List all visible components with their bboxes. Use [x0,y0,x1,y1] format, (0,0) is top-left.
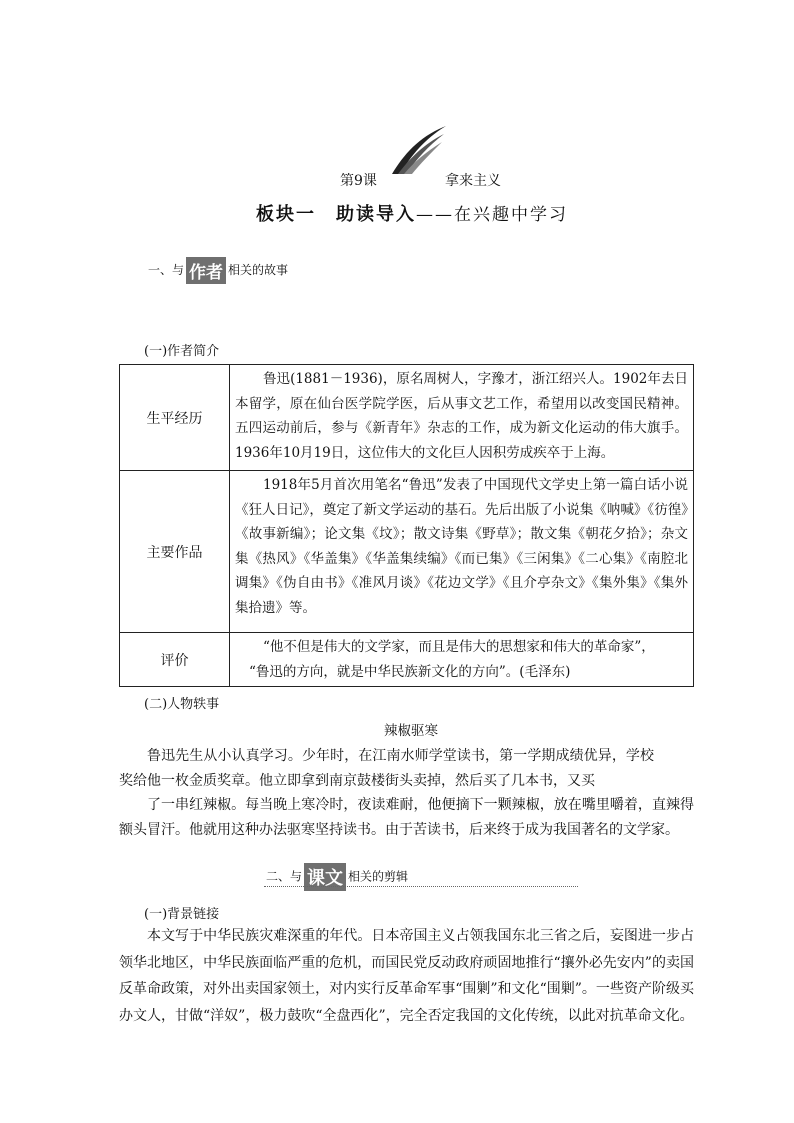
row-label: 主要作品 [120,471,230,633]
lesson-number: 第9课 [340,173,377,189]
section-suffix: 相关的故事 [228,263,289,277]
table-row [120,633,694,687]
row-content: 1918年5月首次用笔名“鲁迅”发表了中国现代文学史上第一篇白话小说《狂人日记》，奠定了新文学运动的基石。先后出版了小说集《呐喊》《彷徨》《故事新编》；论文集《坟》；散文诗集《野草》；散文集《朝花夕拾》；杂文集《热风》《华盖集》《华盖集续编》《而已集》《三闲集》《二心集》《南腔北调集》《伪自由书》《准风月谈》《花边文学》《且介亭杂文》《集外集》《集外集拾遗》等。 [230,471,694,633]
block-title-sub: ——在兴趣中学习 [416,205,568,225]
background-heading: (一)背景链接 [144,907,220,922]
story-title: 辣椒驱寒 [384,723,438,739]
section-suffix: 相关的剪辑 [348,869,409,884]
row-label: 评价 [120,633,230,687]
row-label: 生平经历 [120,365,230,471]
author-info-table [119,364,694,687]
section-prefix: 一、与 [148,263,185,277]
block-title-main: 板块一 助读导入 [256,204,416,225]
background-paragraph: 本文写于中华民族灾难深重的年代。日本帝国主义占领我国东北三省之后，妄图进一步占领华北地区，中华民族面临严重的危机，而国民党反动政府顽固地推行“攘外必先安内”的卖国反革命政策，对外出卖国家领土，对内实行反革命军事“围剿”和文化“围剿”。一些资产阶级买办文人，甘做“洋奴”，极力鼓吹“全盘西化”，完全否定我国的文化传统，以此对抗革命文化。 [119,928,694,1024]
lesson-title: 拿来主义 [445,173,501,189]
dotted-divider [264,886,578,887]
swoosh-logo-icon [390,124,448,176]
section-tag: 课文 [304,863,346,891]
section-tag: 作者 [186,257,226,284]
story-line: 了一串红辣椒。每当晚上寒冷时，夜读难耐，他便摘下一颗辣椒，放在嘴里嚼着，直辣得额头冒汗。他就用这种办法驱寒坚持读书。由于苦读书，后来终于成为我国著名的文学家。 [119,797,694,838]
evaluation-line: “他不但是伟大的文学家，而且是伟大的思想家和伟大的革命家”， [263,639,655,655]
table-row [120,365,694,471]
anecdote-heading: (二)人物轶事 [144,697,220,712]
section-heading-author [148,257,288,284]
block-title [0,200,794,226]
row-content [230,633,694,687]
section-prefix: 二、与 [266,869,303,884]
evaluation-line: “鲁迅的方向，就是中华民族新文化的方向”。(毛泽东) [249,663,571,680]
story-paragraph [119,744,694,842]
row-content: 鲁迅(1881－1936)，原名周树人，字豫才，浙江绍兴人。1902年去日本留学，原在仙台医学院学医，后从事文艺工作，希望用以改变国民精神。五四运动前后，参与《新青年》杂志的工作，成为新文化运动的伟大旗手。1936年10月19日，这位伟大的文化巨人因积劳成疾卒于上海。 [230,365,694,471]
table-row [120,471,694,633]
story-line: 鲁迅先生从小认真学习。少年时，在江南水师学堂读书，第一学期成绩优异，学校奖给他一枚金质奖章。他立即拿到南京鼓楼街头卖掉，然后买了几本书，又买 [119,748,654,789]
author-intro-heading: (一)作者简介 [144,344,220,359]
